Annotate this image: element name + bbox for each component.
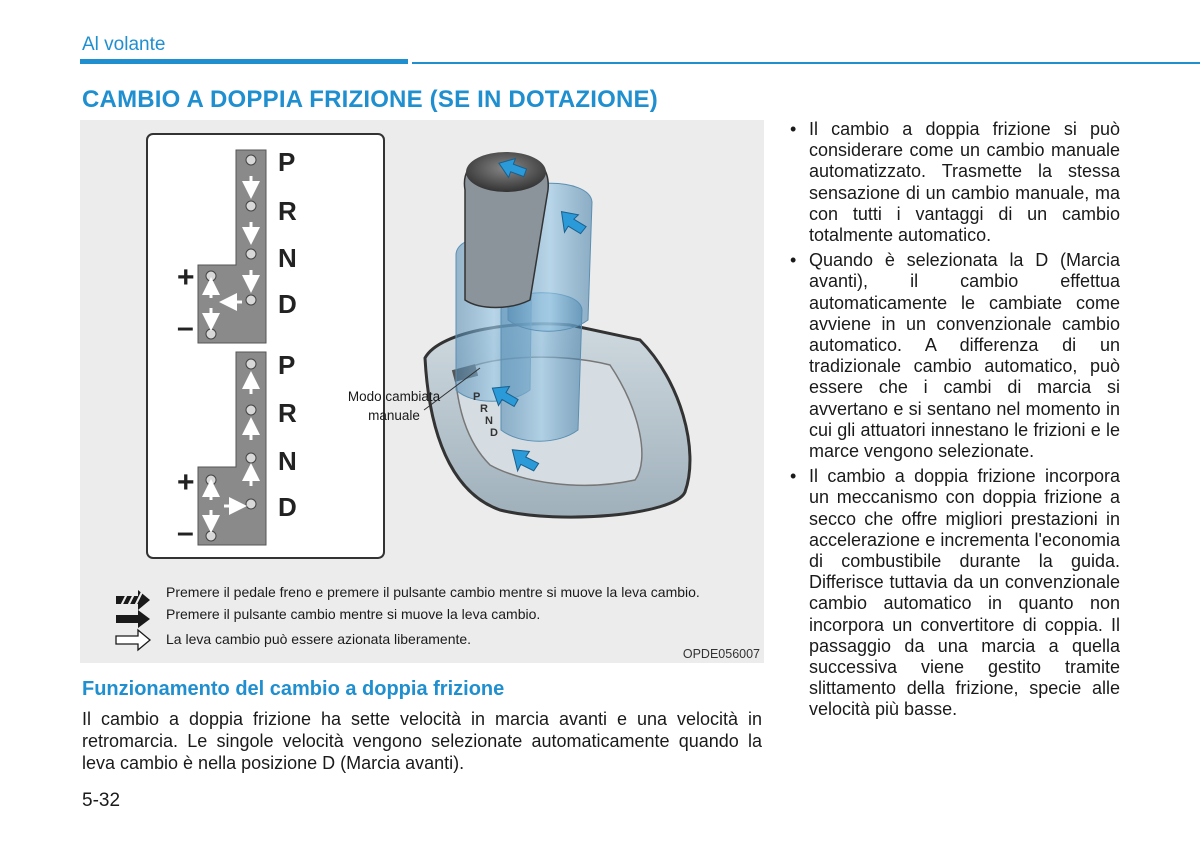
knob-letter-n: N — [485, 415, 493, 427]
gate-bottom-letter-d: D — [278, 492, 297, 522]
section-label: Al volante — [82, 34, 166, 55]
gate-bottom-plus: + — [177, 466, 195, 499]
bullet-text: Quando è selezionata la D (Marcia avanti), il cambio effettua automaticamente le cambiate come avviene in un convenzionale cambio automatico. A differenza di un tradizionale cambio automatico, può essere che i cambi di marcia si avvertano e si sentano nel momento in cui gli attuatori innestano le frizioni e le marce vengono selezionate. — [809, 250, 1120, 462]
legend-text-2: Premere il pulsante cambio mentre si muove la leva cambio. — [166, 606, 541, 622]
bullet-marker: • — [790, 119, 797, 139]
figure-code: OPDE056007 — [682, 647, 760, 661]
header-rule-thick — [80, 59, 408, 64]
knob-letter-p: P — [473, 391, 481, 403]
knob-letter-d: D — [490, 427, 498, 439]
gate-top-letter-n: N — [278, 243, 297, 273]
bullet-text: Il cambio a doppia frizione incorpora un meccanismo con doppia frizione a secco che offre migliori prestazioni in accelerazione e incrementa l'economia di combustibile durante la guida. Differisce tuttavia da un convenzionale cambio automatico in quanto non incorpora un convertitore di coppia. Il passaggio da una marcia a quella successiva viene gestito tramite slittamento della frizione, specie alle velocità più basse. — [809, 466, 1120, 720]
list-item — [790, 119, 1120, 246]
subheading: Funzionamento del cambio a doppia frizione — [82, 678, 505, 700]
header-rule-thin — [412, 62, 1200, 64]
gate-top-letter-p: P — [278, 147, 296, 177]
gate-bottom-minus: – — [177, 516, 194, 549]
bullet-marker: • — [790, 466, 797, 487]
page-title: CAMBIO A DOPPIA FRIZIONE (SE IN DOTAZIONE) — [82, 86, 658, 113]
gate-bottom-letter-n: N — [278, 446, 297, 476]
bullet-text: Il cambio a doppia frizione si può considerare come un cambio manuale automatizzato. Trasmette la stessa sensazione di un cambio manuale, ma con tutti i vantaggi di un cambio totalmente automatico. — [809, 119, 1120, 246]
body-paragraph: Il cambio a doppia frizione ha sette velocità in marcia avanti e una velocità in retromarcia. Le singole velocità vengono selezionate automaticamente quando la leva cambio è nella posizione D (Marcia avanti). — [82, 709, 762, 773]
bullet-marker: • — [790, 250, 797, 271]
gate-top-minus: – — [177, 311, 194, 344]
bullet-list — [790, 119, 1120, 725]
gate-top-plus: + — [177, 261, 195, 294]
list-item — [790, 466, 1120, 720]
gate-bottom-letter-r: R — [278, 398, 297, 428]
knob-letter-r: R — [480, 403, 488, 415]
outline-arrow-icon — [116, 630, 150, 650]
gate-bottom-letter-p: P — [278, 350, 296, 380]
legend-text-1: Premere il pedale freno e premere il pulsante cambio mentre si muove la leva cambio. — [166, 584, 700, 600]
legend-text-3: La leva cambio può essere azionata liberamente. — [166, 631, 472, 647]
gate-top-letter-r: R — [278, 196, 297, 226]
list-item — [790, 250, 1120, 462]
figure — [80, 120, 764, 663]
page-number: 5-32 — [82, 790, 121, 811]
gate-top-letter-d: D — [278, 289, 297, 319]
callout-label: Modo cambiata manuale — [347, 389, 441, 423]
solid-arrow-icon — [116, 610, 150, 628]
hatched-arrow-icon — [116, 590, 150, 610]
gate-dot — [246, 155, 256, 165]
